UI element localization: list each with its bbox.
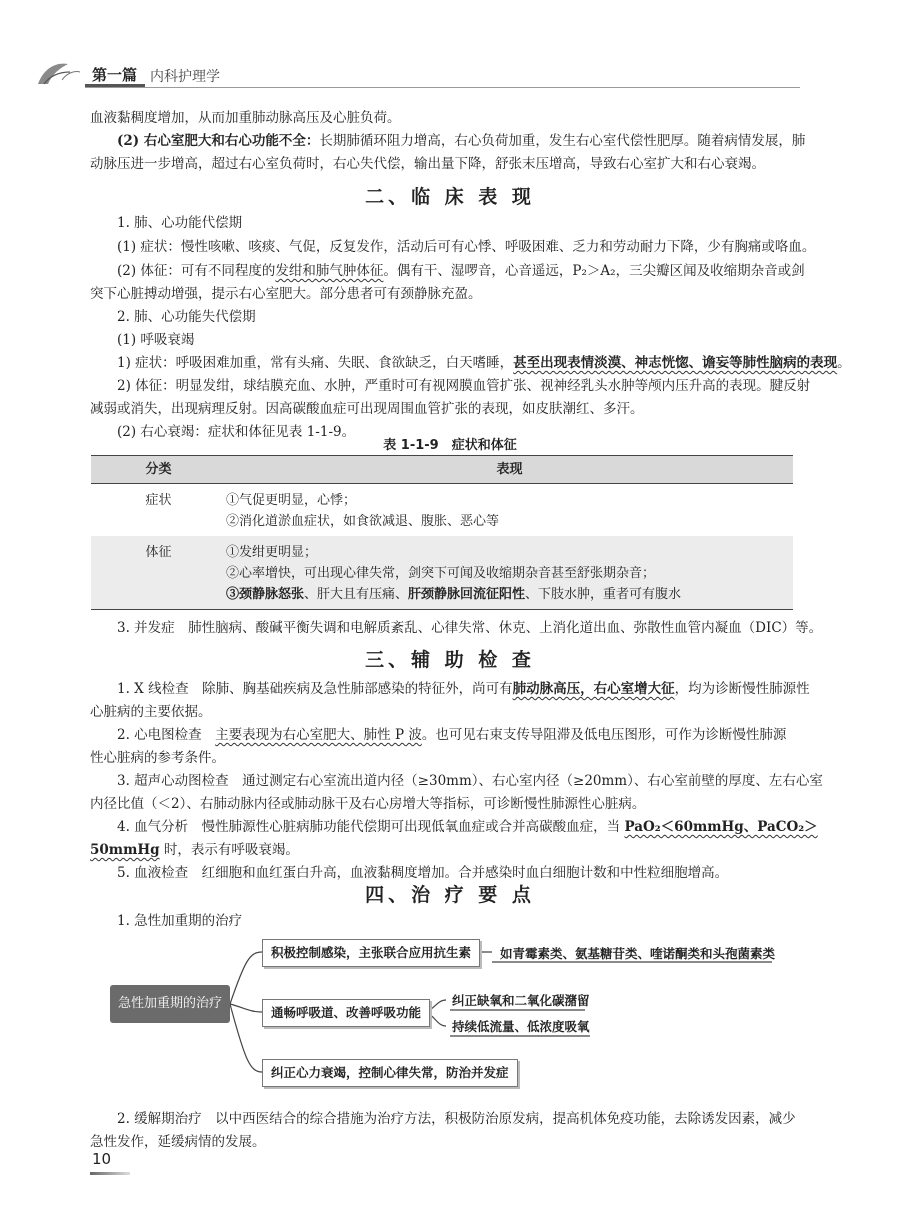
text-line: 急性发作，延缓病情的发展。 xyxy=(90,1134,266,1150)
text-line: 突下心脏搏动增强，提示右心室肥大。部分患者可有颈静脉充盈。 xyxy=(90,286,482,302)
text-line: 1) 症状：呼吸困难加重，常有头痛、失眠、食欲缺乏，白天嗜睡，甚至出现表情淡漠、神志恍惚、谵妄等肺性脑病的表现。 xyxy=(117,355,851,371)
header-part: 第一篇 xyxy=(92,66,138,84)
page-number-underline xyxy=(90,1172,130,1175)
table-cell-item: ③颈静脉怒张、肝大且有压痛、肝颈静脉回流征阳性、下肢水肿，重者可有腹水 xyxy=(226,587,682,602)
text-line: 2. 缓解期治疗 以中西医结合的综合措施为治疗方法，积极防治原发病，提高机体免疫功能，去除诱发因素，减少 xyxy=(117,1111,796,1127)
text-line: 4. 血气分析 慢性肺源性心脏病肺功能代偿期可出现低氧血症或合并高碳酸血症，当 PaO₂＜60mmHg、PaCO₂＞ xyxy=(117,819,818,835)
intro-line: 血液黏稠度增加，从而加重肺动脉高压及心脏负荷。 xyxy=(90,110,401,126)
text-line: 2) 体征：明显发绀，球结膜充血、水肿，严重时可有视网膜血管扩张、视神经乳头水肿等颅内压升高的表现。腱反射 xyxy=(117,378,811,394)
text-line: 2. 肺、心功能失代偿期 xyxy=(117,309,256,325)
text-line: 内径比值（＜2）、右肺动脉内径或肺动脉干及右心房增大等指标，可诊断慢性肺源性心脏病。 xyxy=(90,796,646,812)
table-cell-item: ①气促更明显，心悸； xyxy=(226,493,357,508)
mind-map-root: 急性加重期的治疗 xyxy=(110,985,230,1023)
table-header-manifestation: 表现 xyxy=(496,462,523,477)
intro-paragraph-line1: (2) 右心室肥大和右心功能不全：长期肺循环阻力增高，右心负荷加重，发生右心室代偿性肥厚。随着病情发展，肺 xyxy=(117,133,806,149)
table-cell-category: 体征 xyxy=(145,545,172,560)
mind-map-branch-heart-failure: 纠正心力衰竭，控制心律失常，防治并发症 xyxy=(262,1059,518,1087)
text-line: 性心脏病的参考条件。 xyxy=(90,750,225,766)
text-line: (1) 呼吸衰竭 xyxy=(117,332,195,348)
table-cell-item: ①发绀更明显； xyxy=(226,545,318,560)
text-line: 3. 超声心动图检查 通过测定右心室流出道内径（≥30mm）、右心室内径（≥20mm）、右心室前壁的厚度、左右心室 xyxy=(117,773,823,789)
header-section: 内科护理学 xyxy=(150,69,220,85)
text-line: 5. 血液检查 红细胞和血红蛋白升高，血液黏稠度增加。合并感染时血白细胞计数和中性粒细胞增高。 xyxy=(117,865,729,881)
text-line: 1. 急性加重期的治疗 xyxy=(117,913,243,929)
mind-map-leaf-hypoxia: 纠正缺氧和二氧化碳潴留 xyxy=(452,993,590,1008)
text-line: 心脏病的主要依据。 xyxy=(90,704,212,720)
text-line: 1. X 线检查 除肺、胸基础疾病及急性肺部感染的特征外，尚可有肺动脉高压，右心室增大征，均为诊断慢性肺源性 xyxy=(117,681,810,697)
text-line: 3. 并发症 肺性脑病、酸碱平衡失调和电解质紊乱、心律失常、休克、上消化道出血、弥散性血管内凝血（DIC）等。 xyxy=(117,620,823,636)
table-cell-item: ②心率增快，可出现心律失常，剑突下可闻及收缩期杂音甚至舒张期杂音； xyxy=(226,566,656,581)
mind-map-leaf-oxygen: 持续低流量、低浓度吸氧 xyxy=(452,1019,590,1034)
intro-paragraph-line2: 动脉压进一步增高，超过右心室负荷时，右心失代偿，输出量下降，舒张末压增高，导致右心室扩大和右心衰竭。 xyxy=(90,156,765,172)
text-line: 2. 心电图检查 主要表现为右心室肥大、肺性 P 波。也可见右束支传导阻滞及低电压图形，可作为诊断慢性肺源 xyxy=(117,727,787,743)
text-line: (1) 症状：慢性咳嗽、咳痰、气促，反复发作，活动后可有心悸、呼吸困难、乏力和劳动耐力下降，少有胸痛或咯血。 xyxy=(117,239,816,255)
text-line: 50mmHg 时，表示有呼吸衰竭。 xyxy=(90,842,299,858)
mind-map-branch-infection: 积极控制感染，主张联合应用抗生素 xyxy=(262,939,480,967)
text-line: 1. 肺、心功能代偿期 xyxy=(117,215,243,231)
mind-map-leaf-antibiotics: 如青霉素类、氨基糖苷类、喹诺酮类和头孢菌素类 xyxy=(500,946,776,961)
text-line: 减弱或消失，出现病理反射。因高碳酸血症可出现周围血管扩张的表现，如皮肤潮红、多汗。 xyxy=(90,401,644,417)
text-line: (2) 体征：可有不同程度的发绀和肺气肿体征。偶有干、湿啰音，心音遥远，P₂＞A₂，三尖瓣区闻及收缩期杂音或剑 xyxy=(117,263,805,279)
text-line: (2) 右心衰竭：症状和体征见表 1-1-9。 xyxy=(117,424,356,440)
table-header-category: 分类 xyxy=(145,462,172,477)
mind-map-branch-airway: 通畅呼吸道、改善呼吸功能 xyxy=(262,999,430,1027)
section-title-clinical: 二、临 床 表 现 xyxy=(365,186,535,208)
table-caption: 表 1-1-9 症状和体征 xyxy=(383,438,517,453)
section-title-treatment: 四、治 疗 要 点 xyxy=(365,884,535,906)
section-title-exams: 三、辅 助 检 查 xyxy=(365,649,535,671)
table-cell-item: ②消化道淤血症状，如食欲减退、腹胀、恶心等 xyxy=(226,514,500,529)
table-cell-category: 症状 xyxy=(145,493,172,508)
page-number: 10 xyxy=(92,1150,112,1168)
